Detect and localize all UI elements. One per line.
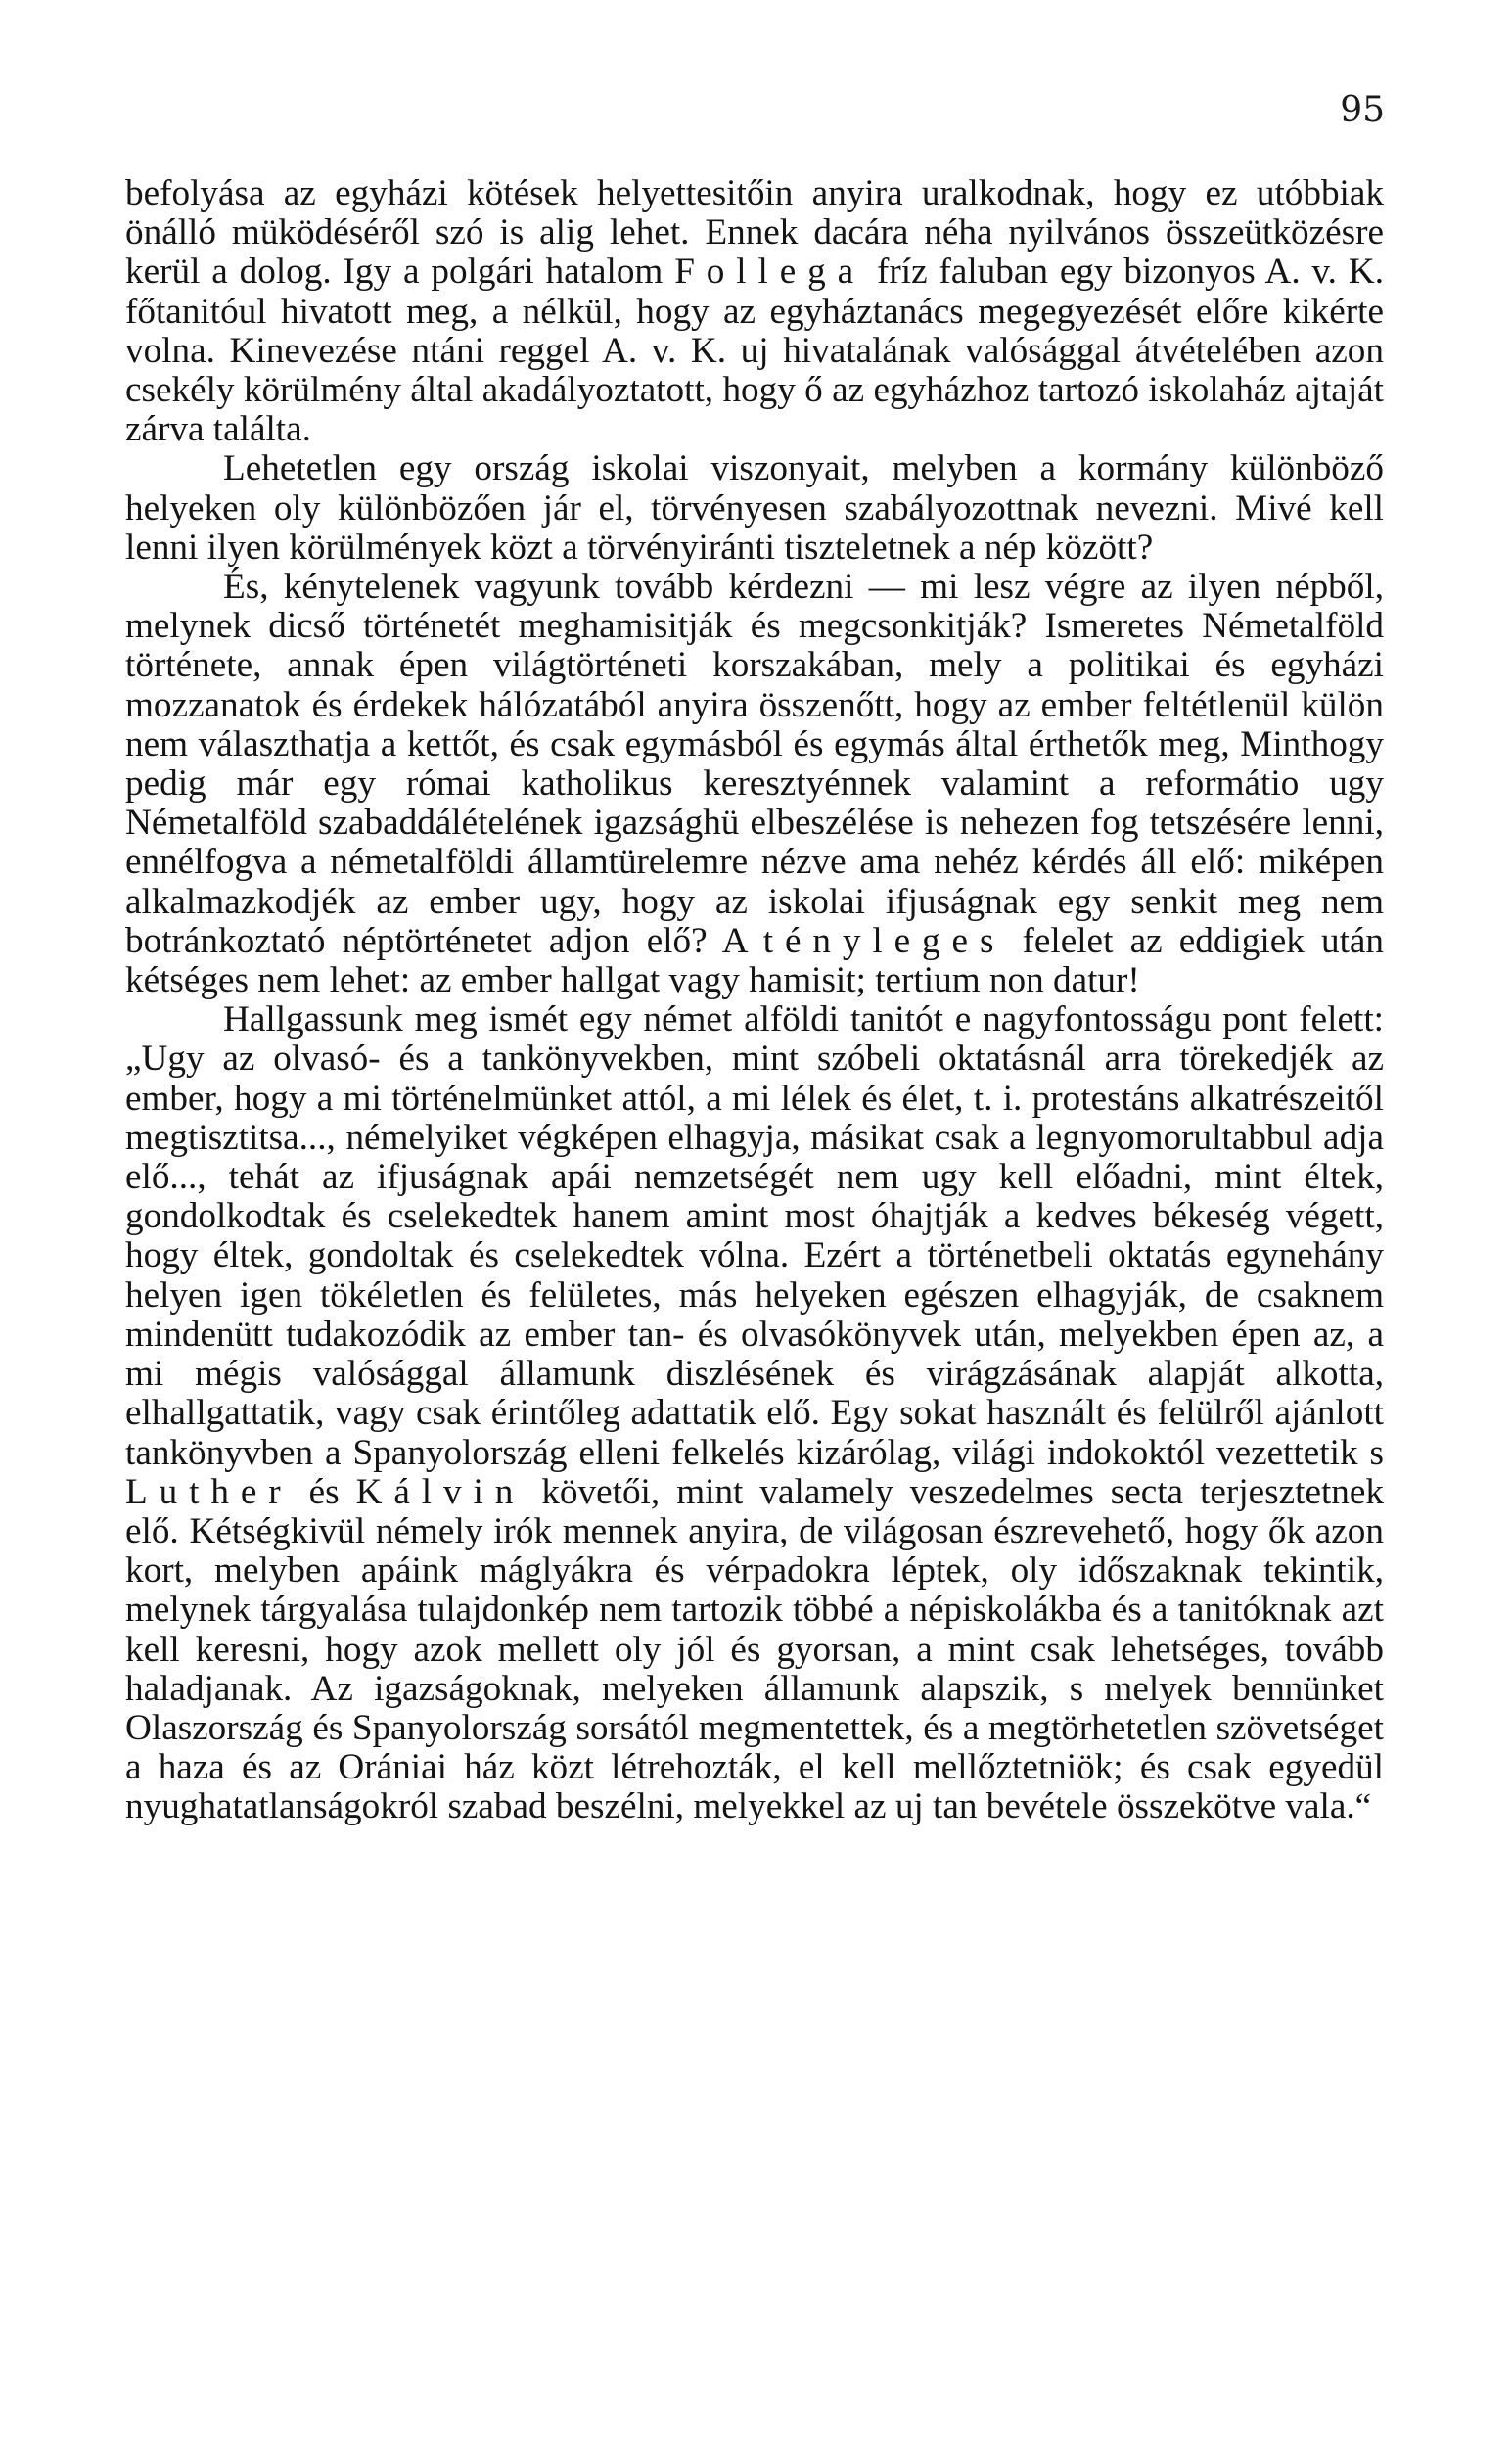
paragraph-text: felelet az eddigiek után kétséges nem lehet: az ember hallgat vagy hamisit; tertium non datur! <box>125 920 1385 1001</box>
spaced-emphasis-text: Kálvin <box>355 1471 526 1512</box>
spaced-emphasis-text: Follega <box>674 252 866 293</box>
paragraph-2 <box>125 449 1384 568</box>
paragraph-3 <box>125 568 1384 1000</box>
spaced-emphasis-text: Luther <box>125 1471 293 1512</box>
paragraph-text: Hallgassunk meg ismét egy német alföldi tanitót e nagyfontosságu pont felett: „Ugy az olvasó- és a tankönyvekben, mint szóbeli oktatásnál arra törekedjék az ember, hogy a mi történelmünket attól, a mi lélek és élet, t. i. protestáns alkatrészeitől megtisztitsa..., némelyiket végképen elhagyja, másikat csak a legnyomorultabbul adja elő..., tehát az ifjuságnak apái nemzetségét nem ugy kell előadni, mint éltek, gondolkodtak és cselekedtek hanem amint most óhajtják a kedves békeség végett, hogy éltek, gondoltak és cselekedtek vólna. Ezért a történetbeli oktatás egynehány helyen igen tökéletlen és felületes, más helyeken egészen elhagyják, de csaknem mindenütt tudakozódik az ember tan- és olvasókönyvek után, melyekben épen az, a mi mégis valósággal államunk diszlésének és virágzásának alapját alkotta, elhallgattatik, vagy csak érintőleg adattatik elő. Egy sokat használt és felülről ajánlott tankönyvben a Spanyolország elleni felkelés kizárólag, világi indokoktól vezettetik s <box>125 999 1384 1473</box>
body-text <box>125 174 1384 1827</box>
paragraph-text: követői, mint valamely veszedelmes secta terjesztetnek elő. Kétségkivül némely irók mennek anyira, de világosan észrevehető, hogy ők azon kort, melyben apáink máglyákra és vérpadokra léptek, oly időszaknak tekintik, melynek tárgyalása tulajdonkép nem tartozik többé a népiskolákba és a tanitóknak azt kell keresni, hogy azok mellett oly jól és gyorsan, a mint csak lehetséges, tovább haladjanak. Az igazságoknak, melyeken államunk alapszik, s melyek bennünket Olaszország és Spanyolország sorsától megmentettek, és a megtörhetetlen szövetséget a haza és az Orániai ház közt létrehozták, el kell mellőztetniök; és csak egyedül nyughatatlanságokról szabad beszélni, melyekkel az uj tan bevétele összekötve vala.“ <box>125 1471 1384 1827</box>
paragraph-4 <box>125 1000 1384 1826</box>
paragraph-text: befolyása az egyházi kötések helyettesitőin anyira uralkodnak, hogy ez utóbbiak önálló müködéséről szó is alig lehet. Ennek dacára néha nyilvános összeütközésre kerül a dolog. Igy a polgári hatalom <box>125 173 1384 293</box>
paragraph-text: és <box>292 1471 356 1512</box>
paragraph-text: És, kénytelenek vagyunk tovább kérdezni — mi lesz végre az ilyen népből, melynek dicső történetét meghamisitják és megcsonkitják? Ismeretes Németalföld története, annak épen világtörténeti korszakában, mely a politikai és egyházi mozzanatok és érdekek hálózatából anyira összenőtt, hogy az ember feltétlenül külön nem választhatja a kettőt, és csak egymásból és egymás által érthetők meg, Minthogy pedig már egy római katholikus keresztyénnek valamint a reformátio ugy Németalföld szabaddálételének igazsághü elbeszélése is nehezen fog tetszésére lenni, ennélfogva a németalföldi államtürelemre nézve ama nehéz kérdés áll elő: miképen alkalmazkodjék az ember ugy, hogy az iskolai ifjuságnak egy senkit meg nem botránkoztató néptörténetet adjon elő? A <box>125 567 1384 961</box>
spaced-emphasis-text: tényleges <box>762 920 1006 961</box>
page-number: 95 <box>1340 90 1385 130</box>
paragraph-text: fríz faluban egy bizonyos A. v. K. főtanitóul hivatott meg, a nélkül, hogy az egyháztanács megegyezését előre kikérte volna. Kinevezése ntáni reggel A. v. K. uj hivatalának valósággal átvételében azon csekély körülmény által akadályoztatott, hogy ő az egyházhoz tartozó iskolaház ajtaját zárva találta. <box>125 252 1384 450</box>
paragraph-1 <box>125 174 1384 449</box>
paragraph-text: Lehetetlen egy ország iskolai viszonyait, melyben a kormány különböző helyeken oly különbözően jár el, törvényesen szabályozottnak nevezni. Mivé kell lenni ilyen körülmények közt a törvényiránti tiszteletnek a nép között? <box>125 448 1384 568</box>
